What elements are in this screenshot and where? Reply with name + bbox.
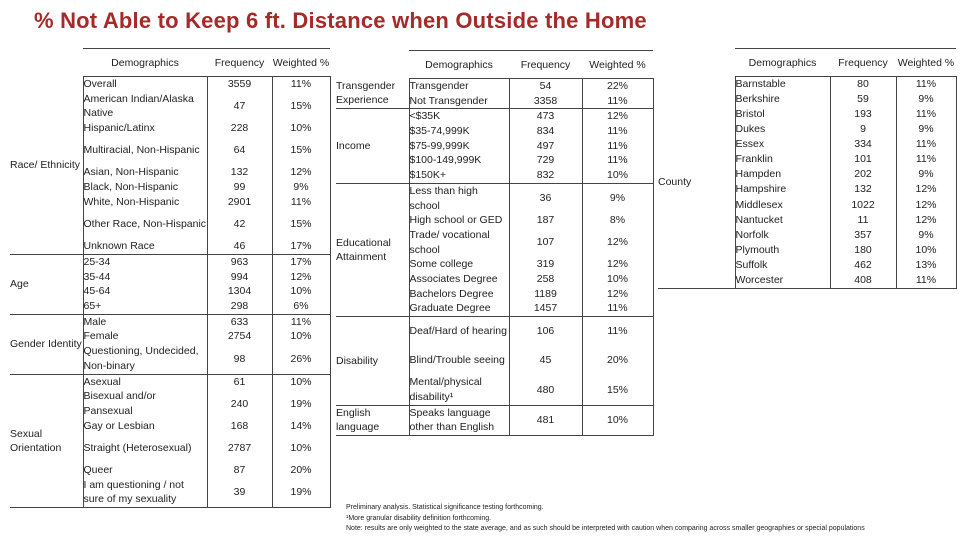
frequency-value: 168 bbox=[207, 419, 272, 434]
row-label: I am questioning / not sure of my sexuality bbox=[83, 478, 207, 508]
frequency-value: 1189 bbox=[509, 287, 582, 302]
category-english-language: English language bbox=[336, 405, 409, 435]
middle-demographics-table bbox=[336, 50, 654, 436]
frequency-value: 98 bbox=[207, 344, 272, 374]
weighted-value: 10% bbox=[272, 434, 330, 464]
weighted-value: 9% bbox=[896, 92, 956, 107]
frequency-value: 3559 bbox=[207, 77, 272, 92]
frequency-value: 187 bbox=[509, 213, 582, 228]
frequency-value: 240 bbox=[207, 389, 272, 419]
footnote-disability: ¹More granular disability definition forthcoming. bbox=[346, 514, 492, 522]
row-label: $75-99,999K bbox=[409, 139, 509, 154]
weighted-value: 8% bbox=[582, 213, 653, 228]
county-table bbox=[658, 48, 957, 289]
frequency-value: 729 bbox=[509, 153, 582, 168]
weighted-value: 14% bbox=[272, 419, 330, 434]
category-county: County bbox=[658, 77, 735, 289]
weighted-value: 12% bbox=[272, 165, 330, 180]
row-label: Speaks language other than English bbox=[409, 405, 509, 435]
frequency-value: 132 bbox=[207, 165, 272, 180]
frequency-value: 3358 bbox=[509, 94, 582, 109]
weighted-value: 11% bbox=[582, 317, 653, 346]
frequency-value: 1022 bbox=[830, 197, 896, 212]
row-label: Other Race, Non-Hispanic bbox=[83, 210, 207, 240]
frequency-value: 994 bbox=[207, 270, 272, 285]
weighted-value: 22% bbox=[582, 79, 653, 94]
weighted-value: 11% bbox=[582, 94, 653, 109]
row-label: American Indian/Alaska Native bbox=[83, 92, 207, 122]
left-demographics-table bbox=[10, 48, 331, 508]
row-label: Dukes bbox=[735, 122, 830, 137]
row-label: Multiracial, Non-Hispanic bbox=[83, 136, 207, 166]
weighted-value: 9% bbox=[272, 180, 330, 195]
frequency-value: 80 bbox=[830, 77, 896, 92]
header-frequency: Frequency bbox=[830, 49, 896, 77]
frequency-value: 46 bbox=[207, 239, 272, 254]
row-label: Franklin bbox=[735, 152, 830, 167]
row-label: Queer bbox=[83, 463, 207, 478]
row-label: Hispanic/Latinx bbox=[83, 121, 207, 136]
frequency-value: 132 bbox=[830, 182, 896, 197]
row-label: 25-34 bbox=[83, 254, 207, 269]
frequency-value: 106 bbox=[509, 317, 582, 346]
weighted-value: 12% bbox=[896, 182, 956, 197]
footnote-weighting-note: Note: results are only weighted to the state average, and as such should be interpreted with caution when comparing across smaller geographies or special populations bbox=[346, 525, 865, 532]
weighted-value: 9% bbox=[582, 183, 653, 213]
row-label: Essex bbox=[735, 137, 830, 152]
category-sexual-orientation: Sexual Orientation bbox=[10, 374, 83, 508]
row-label: Not Transgender bbox=[409, 94, 509, 109]
row-label: Transgender bbox=[409, 79, 509, 94]
header-demographics: Demographics bbox=[409, 51, 509, 79]
table-row bbox=[336, 405, 653, 435]
header-weighted: Weighted % bbox=[896, 49, 956, 77]
weighted-value: 11% bbox=[272, 195, 330, 210]
header-demographics: Demographics bbox=[735, 49, 830, 77]
weighted-value: 9% bbox=[896, 122, 956, 137]
frequency-value: 101 bbox=[830, 152, 896, 167]
row-label: Hampshire bbox=[735, 182, 830, 197]
row-label: Deaf/Hard of hearing bbox=[409, 317, 509, 346]
frequency-value: 59 bbox=[830, 92, 896, 107]
frequency-value: 228 bbox=[207, 121, 272, 136]
weighted-value: 12% bbox=[582, 257, 653, 272]
frequency-value: 2901 bbox=[207, 195, 272, 210]
row-label: Plymouth bbox=[735, 243, 830, 258]
row-label: Asexual bbox=[83, 374, 207, 389]
frequency-value: 193 bbox=[830, 107, 896, 122]
frequency-value: 633 bbox=[207, 314, 272, 329]
frequency-value: 45 bbox=[509, 346, 582, 375]
row-label: Barnstable bbox=[735, 77, 830, 92]
row-label: Worcester bbox=[735, 273, 830, 288]
row-label: Unknown Race bbox=[83, 239, 207, 254]
category-disability: Disability bbox=[336, 317, 409, 406]
row-label: White, Non-Hispanic bbox=[83, 195, 207, 210]
category-educational-attainment: Educational Attainment bbox=[336, 183, 409, 316]
table-row bbox=[336, 183, 653, 213]
category-age: Age bbox=[10, 254, 83, 314]
frequency-value: 473 bbox=[509, 109, 582, 124]
frequency-value: 42 bbox=[207, 210, 272, 240]
frequency-value: 258 bbox=[509, 272, 582, 287]
frequency-value: 36 bbox=[509, 183, 582, 213]
row-label: Black, Non-Hispanic bbox=[83, 180, 207, 195]
row-label: Less than high school bbox=[409, 183, 509, 213]
weighted-value: 19% bbox=[272, 478, 330, 508]
frequency-value: 87 bbox=[207, 463, 272, 478]
frequency-value: 834 bbox=[509, 124, 582, 139]
frequency-value: 963 bbox=[207, 254, 272, 269]
frequency-value: 11 bbox=[830, 212, 896, 227]
frequency-value: 47 bbox=[207, 92, 272, 122]
weighted-value: 19% bbox=[272, 389, 330, 419]
row-label: $35-74,999K bbox=[409, 124, 509, 139]
row-label: Hampden bbox=[735, 167, 830, 182]
row-label: Blind/Trouble seeing bbox=[409, 346, 509, 375]
weighted-value: 13% bbox=[896, 258, 956, 273]
weighted-value: 11% bbox=[896, 77, 956, 92]
weighted-value: 11% bbox=[896, 107, 956, 122]
frequency-value: 9 bbox=[830, 122, 896, 137]
weighted-value: 11% bbox=[582, 301, 653, 316]
table-row bbox=[10, 314, 330, 329]
frequency-value: 107 bbox=[509, 228, 582, 257]
table-row bbox=[658, 77, 956, 92]
weighted-value: 10% bbox=[272, 284, 330, 299]
weighted-value: 15% bbox=[272, 92, 330, 122]
frequency-value: 2787 bbox=[207, 434, 272, 464]
weighted-value: 10% bbox=[896, 243, 956, 258]
header-spacer bbox=[658, 49, 735, 77]
row-label: Graduate Degree bbox=[409, 301, 509, 316]
row-label: Bachelors Degree bbox=[409, 287, 509, 302]
weighted-value: 10% bbox=[272, 329, 330, 344]
weighted-value: 11% bbox=[582, 139, 653, 154]
row-label: Male bbox=[83, 314, 207, 329]
row-label: Gay or Lesbian bbox=[83, 419, 207, 434]
frequency-value: 61 bbox=[207, 374, 272, 389]
frequency-value: 1304 bbox=[207, 284, 272, 299]
frequency-value: 2754 bbox=[207, 329, 272, 344]
row-label: Trade/ vocational school bbox=[409, 228, 509, 257]
weighted-value: 17% bbox=[272, 254, 330, 269]
table-row bbox=[336, 109, 653, 124]
weighted-value: 12% bbox=[272, 270, 330, 285]
row-label: 45-64 bbox=[83, 284, 207, 299]
row-label: Questioning, Undecided, Non-binary bbox=[83, 344, 207, 374]
weighted-value: 20% bbox=[272, 463, 330, 478]
weighted-value: 17% bbox=[272, 239, 330, 254]
frequency-value: 334 bbox=[830, 137, 896, 152]
row-label: Bisexual and/or Pansexual bbox=[83, 389, 207, 419]
weighted-value: 12% bbox=[582, 228, 653, 257]
row-label: $100-149,999K bbox=[409, 153, 509, 168]
weighted-value: 11% bbox=[582, 124, 653, 139]
weighted-value: 10% bbox=[582, 168, 653, 183]
page-title: % Not Able to Keep 6 ft. Distance when Outside the Home bbox=[34, 8, 647, 33]
table-row bbox=[10, 77, 330, 92]
frequency-value: 357 bbox=[830, 228, 896, 243]
weighted-value: 6% bbox=[272, 299, 330, 314]
category-race-ethnicity: Race/ Ethnicity bbox=[10, 77, 83, 255]
frequency-value: 64 bbox=[207, 136, 272, 166]
row-label: Overall bbox=[83, 77, 207, 92]
weighted-value: 9% bbox=[896, 167, 956, 182]
weighted-value: 26% bbox=[272, 344, 330, 374]
row-label: Nantucket bbox=[735, 212, 830, 227]
row-label: Bristol bbox=[735, 107, 830, 122]
frequency-value: 298 bbox=[207, 299, 272, 314]
weighted-value: 11% bbox=[896, 273, 956, 288]
row-label: Associates Degree bbox=[409, 272, 509, 287]
weighted-value: 10% bbox=[582, 405, 653, 435]
frequency-value: 481 bbox=[509, 405, 582, 435]
category-gender-identity: Gender Identity bbox=[10, 314, 83, 374]
header-spacer bbox=[336, 51, 409, 79]
header-frequency: Frequency bbox=[207, 49, 272, 77]
row-label: Straight (Heterosexual) bbox=[83, 434, 207, 464]
row-label: Berkshire bbox=[735, 92, 830, 107]
row-label: Norfolk bbox=[735, 228, 830, 243]
weighted-value: 10% bbox=[272, 374, 330, 389]
weighted-value: 12% bbox=[582, 287, 653, 302]
weighted-value: 15% bbox=[272, 210, 330, 240]
row-label: <$35K bbox=[409, 109, 509, 124]
weighted-value: 15% bbox=[272, 136, 330, 166]
weighted-value: 11% bbox=[582, 153, 653, 168]
weighted-value: 20% bbox=[582, 346, 653, 375]
footnote-preliminary: Preliminary analysis. Statistical significance testing forthcoming. bbox=[346, 504, 544, 511]
weighted-value: 12% bbox=[582, 109, 653, 124]
row-label: Suffolk bbox=[735, 258, 830, 273]
frequency-value: 1457 bbox=[509, 301, 582, 316]
weighted-value: 10% bbox=[272, 121, 330, 136]
category-transgender-experience: Transgender Experience bbox=[336, 79, 409, 109]
table-row bbox=[336, 317, 653, 346]
footnotes bbox=[346, 503, 865, 535]
weighted-value: 11% bbox=[272, 77, 330, 92]
row-label: $150K+ bbox=[409, 168, 509, 183]
table-row bbox=[10, 254, 330, 269]
weighted-value: 11% bbox=[896, 152, 956, 167]
frequency-value: 462 bbox=[830, 258, 896, 273]
header-spacer bbox=[10, 49, 83, 77]
frequency-value: 39 bbox=[207, 478, 272, 508]
frequency-value: 497 bbox=[509, 139, 582, 154]
weighted-value: 12% bbox=[896, 212, 956, 227]
weighted-value: 9% bbox=[896, 228, 956, 243]
row-label: 35-44 bbox=[83, 270, 207, 285]
weighted-value: 15% bbox=[582, 375, 653, 405]
weighted-value: 10% bbox=[582, 272, 653, 287]
weighted-value: 12% bbox=[896, 197, 956, 212]
row-label: Female bbox=[83, 329, 207, 344]
row-label: Mental/physical disability¹ bbox=[409, 375, 509, 405]
row-label: High school or GED bbox=[409, 213, 509, 228]
row-label: 65+ bbox=[83, 299, 207, 314]
header-demographics: Demographics bbox=[83, 49, 207, 77]
weighted-value: 11% bbox=[896, 137, 956, 152]
frequency-value: 54 bbox=[509, 79, 582, 94]
row-label: Asian, Non-Hispanic bbox=[83, 165, 207, 180]
frequency-value: 180 bbox=[830, 243, 896, 258]
frequency-value: 480 bbox=[509, 375, 582, 405]
weighted-value: 11% bbox=[272, 314, 330, 329]
frequency-value: 832 bbox=[509, 168, 582, 183]
table-row bbox=[10, 374, 330, 389]
frequency-value: 408 bbox=[830, 273, 896, 288]
frequency-value: 202 bbox=[830, 167, 896, 182]
table-row bbox=[336, 79, 653, 94]
frequency-value: 99 bbox=[207, 180, 272, 195]
frequency-value: 319 bbox=[509, 257, 582, 272]
row-label: Some college bbox=[409, 257, 509, 272]
header-weighted: Weighted % bbox=[272, 49, 330, 77]
header-weighted: Weighted % bbox=[582, 51, 653, 79]
category-income: Income bbox=[336, 109, 409, 183]
header-frequency: Frequency bbox=[509, 51, 582, 79]
row-label: Middlesex bbox=[735, 197, 830, 212]
